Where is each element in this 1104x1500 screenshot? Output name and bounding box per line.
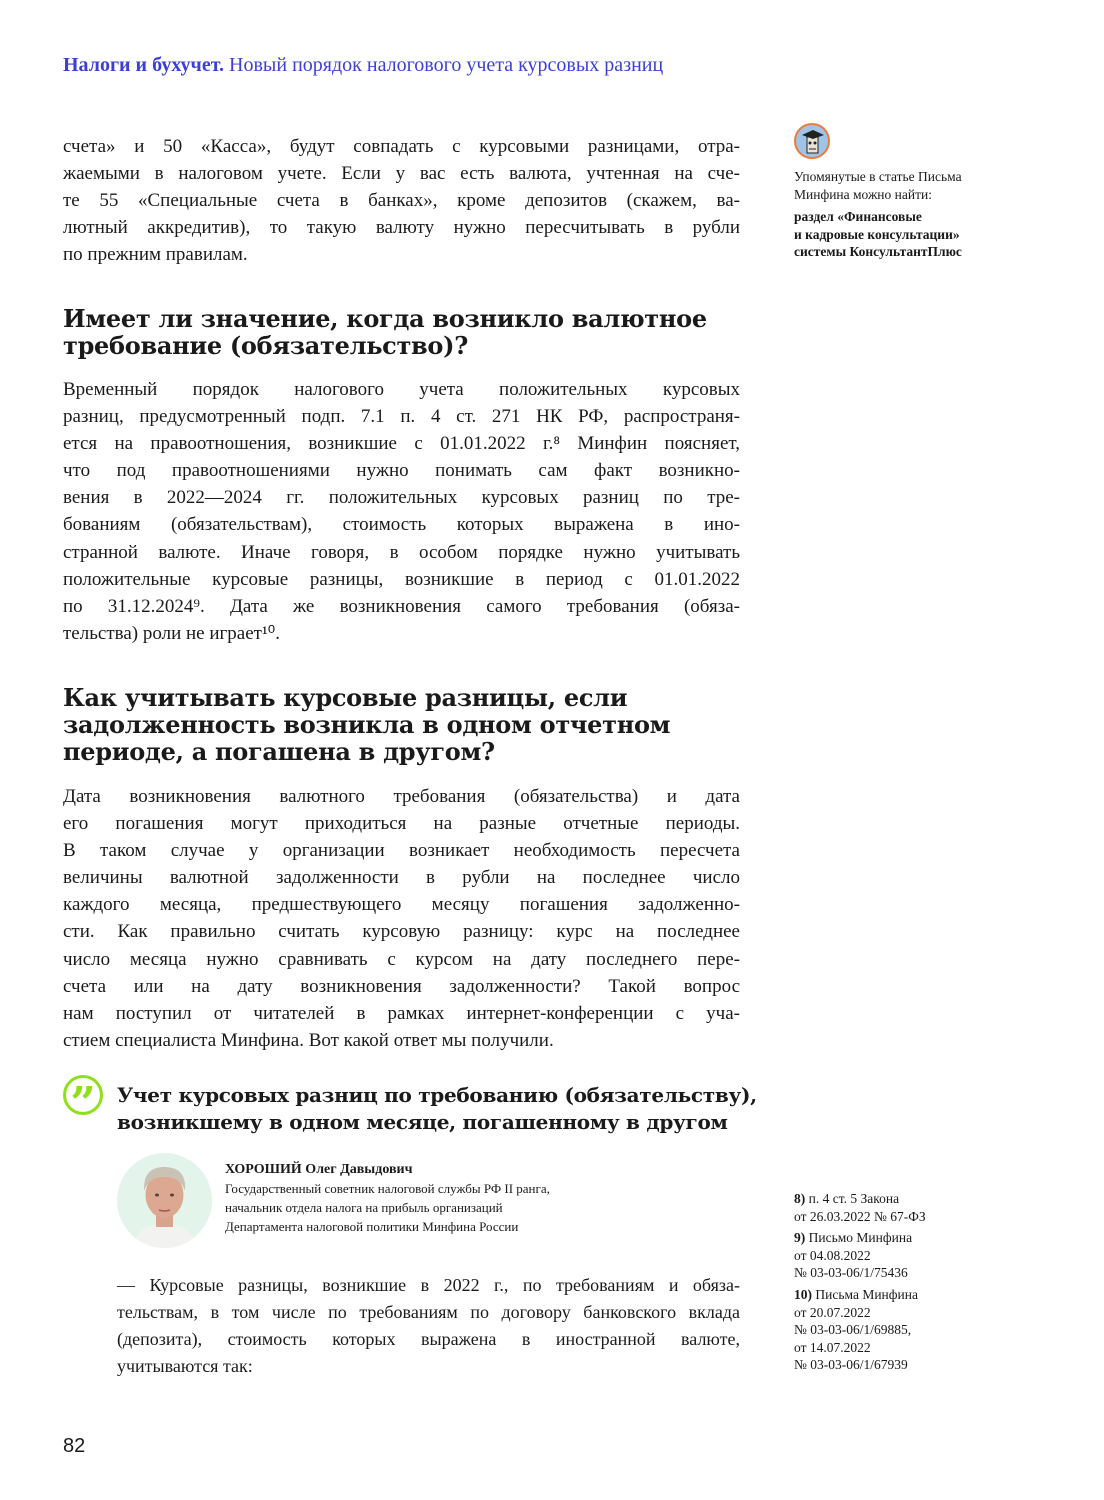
header-section: Налоги и бухучет. bbox=[63, 54, 225, 76]
author-name: ХОРОШИЙ Олег Давыдович bbox=[225, 1162, 413, 1177]
footnote-number: 8) bbox=[794, 1191, 806, 1206]
text-line: — Курсовые разницы, возникшие в 2022 г., по требованиям и обяза- bbox=[117, 1275, 740, 1295]
footnote-line bbox=[794, 1208, 926, 1226]
text-line: требование (обязательство)? bbox=[63, 331, 468, 360]
text-line: стием специалиста Минфина. Вот какой ответ мы получили. bbox=[63, 1029, 554, 1051]
footnote-number: 9) bbox=[794, 1230, 806, 1246]
running-header bbox=[63, 54, 663, 77]
text-line: Как учитывать курсовые разницы, если bbox=[63, 683, 628, 712]
footnote-line bbox=[794, 1339, 926, 1357]
text-line: счета или на дату возникновения задолженности? Такой вопрос bbox=[63, 975, 740, 997]
footnote-line bbox=[794, 1356, 926, 1374]
text-line: странной валюте. Иначе говоря, в особом порядке нужно учитывать bbox=[63, 541, 740, 563]
footnote bbox=[794, 1190, 926, 1225]
header-title: Новый порядок налогового учета курсовых разниц bbox=[229, 54, 664, 76]
text-line: Минфина можно найти: bbox=[794, 187, 932, 202]
footnotes bbox=[794, 1190, 926, 1378]
footnote-text: № 03-03-06/1/69885, bbox=[794, 1322, 912, 1338]
text-line: те 55 «Специальные счета в банках», кроме депозитов (скажем, ва- bbox=[63, 190, 740, 212]
text-line: Учет курсовых разниц по требованию (обязательству), bbox=[117, 1083, 757, 1107]
quote-icon: ” bbox=[63, 1075, 103, 1115]
footnote-text: Письма Минфина bbox=[815, 1286, 918, 1302]
author-position bbox=[225, 1179, 550, 1236]
text-line: Департамента налоговой политики Минфина России bbox=[225, 1219, 519, 1234]
text-line: (депозита), стоимость которых выражена в иностранной валюте, bbox=[117, 1329, 740, 1349]
text-line: Государственный советник налоговой службы РФ II ранга, bbox=[225, 1181, 550, 1196]
text-line: жаемыми в налоговом учете. Если у вас есть валюта, учтенная на сче- bbox=[63, 163, 740, 185]
text-line: нам поступил от читателей в рамках интернет-конференции с уча- bbox=[63, 1002, 740, 1024]
heading-2 bbox=[63, 684, 670, 765]
paragraph-2 bbox=[63, 376, 740, 647]
heading-1 bbox=[63, 305, 707, 359]
quote-title bbox=[117, 1082, 757, 1136]
footnote-text: Письмо Минфина bbox=[808, 1230, 913, 1246]
footnote-line bbox=[794, 1321, 926, 1339]
text-line: начальник отдела налога на прибыль организаций bbox=[225, 1200, 503, 1215]
footnote bbox=[794, 1229, 926, 1282]
footnote-text: от 26.03.2022 № 67-ФЗ bbox=[794, 1208, 926, 1224]
footnote-text: от 14.07.2022 bbox=[794, 1339, 871, 1355]
text-line: и кадровые консультации» bbox=[794, 226, 960, 242]
sidebar-source bbox=[794, 208, 962, 261]
text-line: число месяца нужно сравнивать с курсом на дату последнего пере- bbox=[63, 948, 740, 970]
text-line: Временный порядок налогового учета положительных курсовых bbox=[63, 379, 740, 400]
text-line: периоде, а погашена в другом? bbox=[63, 737, 495, 766]
text-line: счета» и 50 «Касса», будут совпадать с курсовыми разницами, отра- bbox=[63, 136, 740, 157]
footnote-text: № 03-03-06/1/75436 bbox=[794, 1265, 908, 1281]
expert-answer bbox=[117, 1272, 740, 1380]
footnote-line bbox=[794, 1304, 926, 1322]
footnote-line bbox=[794, 1247, 926, 1265]
footnote-number: 10) bbox=[794, 1286, 812, 1302]
page-number: 82 bbox=[63, 1435, 86, 1457]
text-line: Дата возникновения валютного требования (обязательства) и дата bbox=[63, 786, 740, 807]
text-line: задолженность возникла в одном отчетном bbox=[63, 710, 671, 739]
paragraph-3 bbox=[63, 783, 740, 1054]
footnote bbox=[794, 1286, 926, 1374]
text-line: тельствам, в том числе по требованиям по договору банковского вклада bbox=[117, 1302, 740, 1322]
text-line: каждого месяца, предшествующего месяцу погашения задолженно- bbox=[63, 894, 740, 916]
text-line: учитываются так: bbox=[117, 1356, 253, 1376]
text-line: положительные курсовые разницы, возникшие в период с 01.01.2022 bbox=[63, 568, 740, 590]
text-line: лютный аккредитив), то такую валюту нужно пересчитывать в рубли bbox=[63, 217, 740, 239]
text-line: системы КонсультантПлюс bbox=[794, 244, 962, 259]
text-line: раздел «Финансовые bbox=[794, 209, 922, 224]
sidebar-text bbox=[794, 168, 962, 204]
text-line: В таком случае у организации возникает необходимость пересчета bbox=[63, 840, 740, 862]
text-line: ется на правоотношения, возникшие с 01.01.2022 г.⁸ Минфин поясняет, bbox=[63, 433, 740, 455]
footnote-line bbox=[794, 1190, 926, 1208]
author-info bbox=[225, 1160, 550, 1236]
footnote-text: п. 4 ст. 5 Закона bbox=[808, 1191, 900, 1206]
text-line: возникшему в одном месяце, погашенному в другом bbox=[117, 1110, 728, 1134]
footnote-text: от 20.07.2022 bbox=[794, 1304, 871, 1320]
text-line: тельства) роли не играет¹⁰. bbox=[63, 622, 281, 644]
text-line: Упомянутые в статье Письма bbox=[794, 169, 962, 184]
text-line: бованиям (обязательствам), стоимость которых выражена в ино- bbox=[63, 514, 740, 536]
text-line: что под правоотношениями нужно понимать сам факт возникно- bbox=[63, 460, 740, 482]
text-line: Имеет ли значение, когда возникло валютное bbox=[63, 304, 707, 333]
sidebar-note bbox=[794, 168, 962, 261]
text-line: по прежним правилам. bbox=[63, 244, 248, 266]
text-line: сти. Как правильно считать курсовую разницу: курс на последнее bbox=[63, 921, 740, 943]
footnote-text: № 03-03-06/1/67939 bbox=[794, 1357, 908, 1373]
text-line: по 31.12.2024⁹. Дата же возникновения самого требования (обяза- bbox=[63, 595, 740, 617]
text-line: величины валютной задолженности в рубли на последнее число bbox=[63, 867, 740, 889]
text-line: его погашения могут приходиться на разные отчетные периоды. bbox=[63, 813, 740, 835]
professor-icon bbox=[794, 123, 830, 159]
text-line: вения в 2022—2024 гг. положительных курсовых разниц по тре- bbox=[63, 487, 740, 509]
paragraph-1 bbox=[63, 133, 740, 268]
footnote-line bbox=[794, 1286, 926, 1304]
footnote-text: от 04.08.2022 bbox=[794, 1247, 871, 1263]
footnote-line bbox=[794, 1229, 926, 1247]
footnote-line bbox=[794, 1264, 926, 1282]
text-line: разниц, предусмотренный подп. 7.1 п. 4 ст. 271 НК РФ, распространя- bbox=[63, 406, 740, 428]
author-photo bbox=[117, 1153, 212, 1248]
